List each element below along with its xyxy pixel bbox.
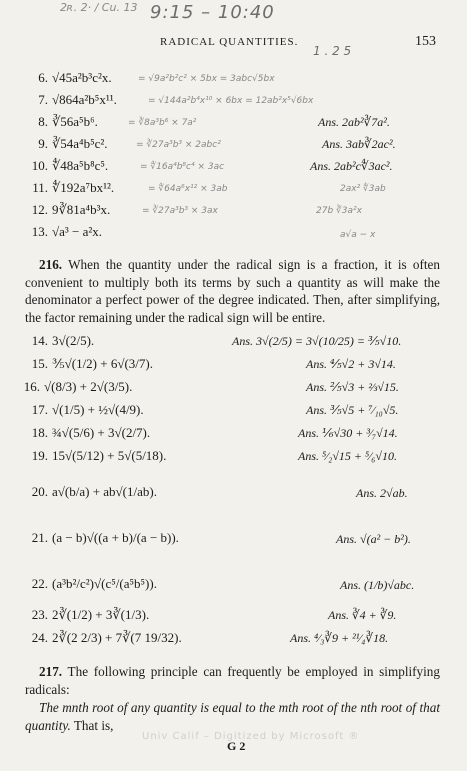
answer-24: Ans. ⁴⁄₃∛9 + ²¹⁄₄∛18.: [290, 631, 389, 645]
exercise-17: 17. √(1/5) + ½√(4/9).: [31, 402, 144, 417]
answer-19: Ans. ⁵⁄₂√15 + ⁵⁄₆√10.: [298, 449, 397, 463]
section-number-216: 216.: [39, 257, 63, 272]
exercise-7: 7. √864a²b⁵x¹¹.: [38, 92, 117, 107]
exercise-10: 10. ∜48a⁵b⁸c⁵.: [31, 158, 109, 173]
answer-22: Ans. (1/b)√abc.: [340, 578, 415, 592]
handwritten-corner-note: 2ʀ. 2· / Cu. 13: [60, 1, 138, 14]
handwritten-working: = √144a²b⁴x¹⁰ × 6bx = 12ab²x⁵√6bx: [148, 96, 314, 106]
answer-23: Ans. ∛4 + ∛9.: [328, 608, 397, 622]
exercise-14: 14. 3√(2/5).: [31, 333, 95, 348]
handwritten-answer-13: a√a − x: [340, 230, 376, 240]
handwritten-header-note: 1 . 2 5: [313, 44, 352, 58]
exercise-18: 18. ¾√(5/6) + 3√(2/7).: [31, 425, 151, 440]
exercise-8: 8. ∛56a⁵b⁶.: [38, 114, 98, 129]
exercise-21: 21. (a − b)√((a + b)/(a − b)).: [31, 530, 179, 545]
handwritten-time-note: 9:15 – 10:40: [150, 2, 275, 23]
exercise-15: 15. ⅗√(1/2) + 6√(3/7).: [31, 356, 153, 371]
handwritten-working: = ∜64a⁶x¹² × 3ab: [148, 184, 228, 194]
exercise-12: 12. 9∛81a⁴b³x.: [31, 202, 111, 217]
principle-text: The mnth root of any quantity is equal to the mth root of the nth root of that quantity.: [25, 700, 440, 733]
exercise-22: 22. (a³b²/c²)√(c⁵/(a⁵b⁵)).: [31, 576, 157, 591]
handwritten-working: = ∜16a⁴b⁸c⁴ × 3ac: [140, 162, 225, 172]
answer-8: Ans. 2ab²∛7a².: [318, 115, 390, 129]
paragraph-216: [25, 256, 440, 326]
answer-21: Ans. √(a² − b²).: [336, 532, 411, 546]
exercise-24: 24. 2∛(2 2/3) + 7∛(7 19/32).: [31, 630, 182, 645]
handwritten-working: = √9a²b²c² × 5bx = 3abc√5bx: [138, 74, 275, 84]
answer-16: Ans. ⅖√3 + ⅔√15.: [306, 380, 399, 394]
answer-14: Ans. 3√(2/5) = 3√(10/25) = ⅗√10.: [232, 334, 402, 348]
handwritten-answer-11: 2ax² ∜3ab: [340, 184, 386, 194]
principle-tail: That is,: [70, 717, 114, 733]
handwritten-working: = ∛8a³b⁶ × 7a²: [128, 118, 197, 128]
exercise-16: 16. √(8/3) + 2√(3/5).: [23, 379, 133, 394]
page-number: 153: [415, 34, 436, 49]
exercise-13: 13. √a³ − a²x.: [31, 224, 103, 239]
handwritten-working: = ∛27a³b³ × 3ax: [142, 206, 218, 216]
paragraph-217: [25, 663, 440, 698]
section-number-217: 217.: [39, 664, 63, 679]
paragraph-217-text: The following principle can frequently be employed in simplifying radicals:: [25, 664, 440, 697]
handwritten-answer-12: 27b ∛3a²x: [316, 206, 362, 216]
running-header: RADICAL QUANTITIES.: [160, 36, 299, 48]
paragraph-216-text: When the quantity under the radical sign is a fraction, it is often convenient to multiply both its terms by such a quantity as will make the denominator a perfect power of the degree indicated. Then, after simplifying, the factor remaining under the radical sign will be entire.: [25, 257, 440, 325]
answer-9: Ans. 3ab∛2ac².: [322, 137, 396, 151]
exercise-6: 6. √45a²b³c²x.: [38, 70, 112, 85]
signature-mark: G 2: [227, 739, 246, 753]
answer-17: Ans. ⅗√5 + ⁷⁄₁₀√5.: [306, 403, 399, 417]
answer-10: Ans. 2ab²c∜3ac².: [310, 159, 393, 173]
principle-statement: [25, 699, 440, 734]
exercise-9: 9. ∛54a⁴b⁵c².: [38, 136, 108, 151]
exercise-19: 19. 15√(5/12) + 5√(5/18).: [31, 448, 167, 463]
handwritten-working: = ∛27a³b³ × 2abc²: [136, 140, 221, 150]
exercise-23: 23. 2∛(1/2) + 3∛(1/3).: [31, 607, 150, 622]
digitization-watermark: Univ Calif – Digitized by Microsoft ®: [142, 731, 360, 742]
exercise-20: 20. a√(b/a) + ab√(1/ab).: [31, 484, 157, 499]
answer-20: Ans. 2√ab.: [356, 486, 408, 500]
answer-15: Ans. ⅘√2 + 3√14.: [306, 357, 396, 371]
answer-18: Ans. ⅙√30 + ³⁄₇√14.: [298, 426, 398, 440]
exercise-11: 11. ∜192a⁷bx¹².: [32, 180, 115, 195]
